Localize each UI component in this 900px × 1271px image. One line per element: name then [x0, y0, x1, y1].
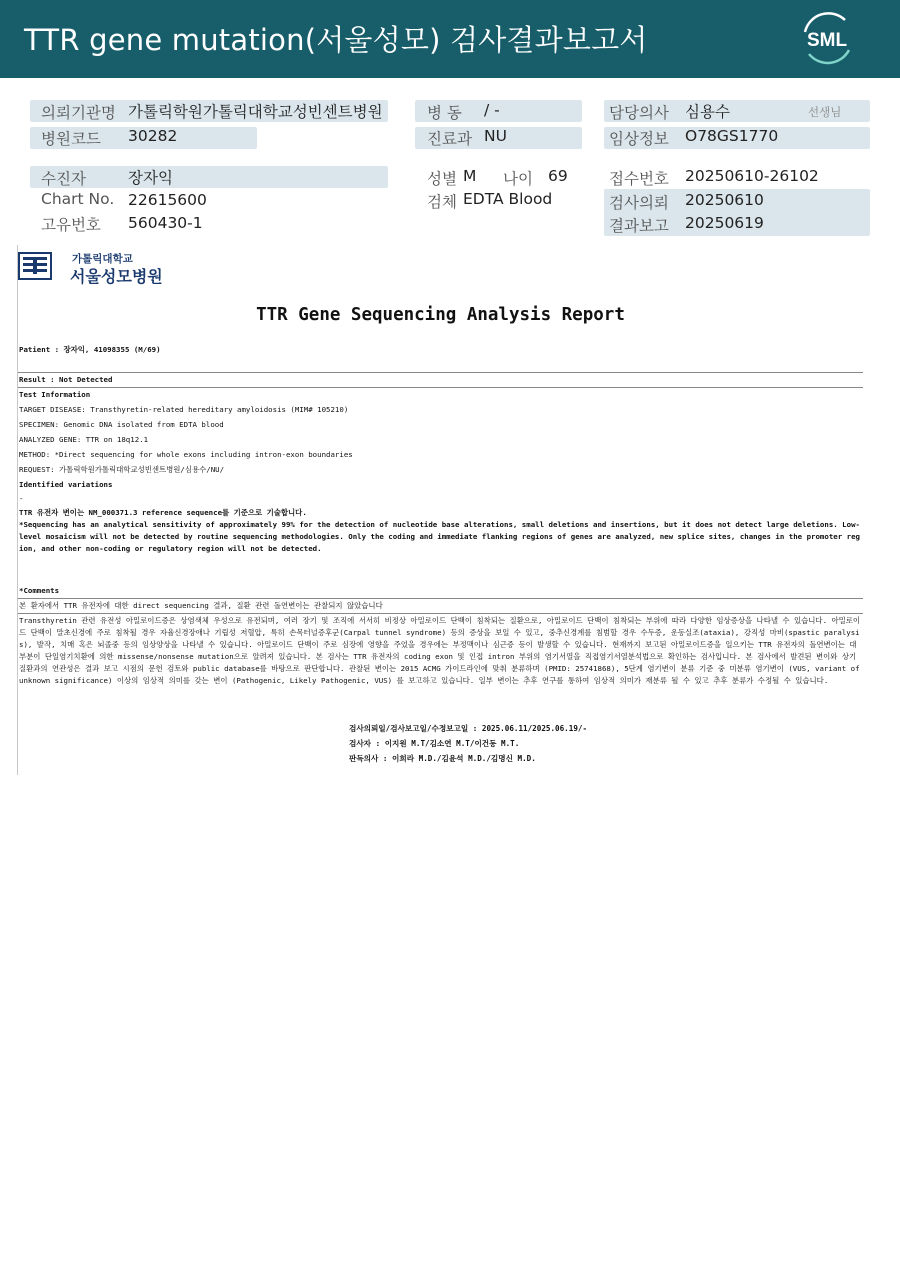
test-info-heading: Test Information — [19, 390, 91, 399]
age-label: 나이 — [503, 170, 533, 188]
identified-heading: Identified variations — [19, 480, 113, 489]
report-value: 20250619 — [685, 214, 764, 232]
age-value: 69 — [548, 167, 568, 185]
divider — [18, 372, 863, 373]
page-title: TTR gene mutation(서울성모) 검사결과보고서 — [24, 23, 648, 57]
sign-dates: 검사의뢰일/검사보고일/수정보고일 : 2025.06.11/2025.06.19/- — [349, 724, 588, 733]
doctor-suffix: 선생님 — [808, 105, 842, 119]
hospital-university: 가톨릭대학교 — [72, 253, 133, 265]
doctor-label: 담당의사 — [609, 104, 669, 122]
report-document — [17, 245, 862, 775]
receipt-label: 접수번호 — [609, 170, 669, 188]
specimen-line: SPECIMEN: Genomic DNA isolated from EDTA blood — [19, 420, 224, 429]
patient-label: 수진자 — [41, 170, 86, 188]
reference-note: TTR 유전자 변이는 NM_000371.3 reference sequence를 기준으로 기술합니다. — [19, 508, 307, 517]
hospital-name: 서울성모병원 — [70, 267, 163, 286]
unique-value: 560430-1 — [128, 214, 203, 232]
identified-value: - — [19, 494, 24, 503]
sign-doctors: 판독의사 : 이희라 M.D./김윤석 M.D./김명신 M.D. — [349, 754, 536, 763]
sex-value: M — [463, 167, 477, 185]
comment-body: Transthyretin 관련 유전성 아밀로이드증은 상염색체 우성으로 유전되며, 여러 장기 및 조직에 서서히 비정상 아밀로이드 단백이 침착되는 질환으로, 아밀로이드 단백이 침착되는 부위에 따라 다양한 임상증상을 나타낼 수 있습니다. 아밀로이드 단백이 말초신경에 주로 침착될 경우 자율신경장애나 기립성 저혈압, 특히 손목터널증후군(Carpal tunnel syndrome) 등의 증상을 보일 수 있고, 중추신경계를 침범할 경우 수두증, 운동실조(ataxia), 강직성 마비(spastic paralysis), 발작, 치매 혹은 뇌졸중 등의 임상양상을 나타낼 수 있습니다. 아밀로이드 단백이 주로 심장에 영향을 주었을 경우에는 부정맥이나 심근증 등이 발생할 수 있습니다. 현재까지 보고된 아밀로이드증을 일으키는 TTR 유전자의 돌연변이는 대부분이 단일염기치환에 의한 missense/nonsense mutation으로 알려져 있습니다. 본 검사는 TTR 유전자의 coding exon 및 인접 intron 부위의 염기서열을 직접염기서열분석법으로 확인하는 검사입니다. 본 검사에서 발견된 변이와 상기 질환과의 연관성은 결과 보고 시점의 문헌 검토와 public database를 바탕으로 판단합니다. 관찰된 변이는 2015 ACMG 가이드라인에 맞춰 분류하며 (PMID: 25741868), 5단계 염기변이 분류 기준 중 미분류 염기변이 (VUS, variant of unknown significance) 이상의 임상적 의미를 갖는 변이 (Pathogenic, Likely Pathogenic, VUS) 를 보고하고 있습니다. 일부 변이는 추후 연구를 통하여 임상적 의미가 재분류 될 수 있고 추후 분류가 수정될 수 있습니다. — [19, 616, 861, 685]
divider — [18, 613, 863, 614]
specimen-value: EDTA Blood — [463, 190, 553, 208]
divider — [18, 598, 863, 599]
page-header — [0, 0, 900, 78]
report-title: TTR Gene Sequencing Analysis Report — [256, 305, 625, 325]
patient-line: Patient : 장자익, 41098355 (M/69) — [19, 345, 161, 354]
comments-heading: *Comments — [19, 586, 60, 595]
unique-label: 고유번호 — [41, 216, 101, 234]
request-value: 20250610 — [685, 191, 764, 209]
logo-text: SML — [806, 30, 848, 51]
analyzed-gene: ANALYZED GENE: TTR on 18q12.1 — [19, 435, 149, 444]
clinical-label: 임상정보 — [609, 130, 669, 148]
sensitivity-note: *Sequencing has an analytical sensitivity of approximately 99% for the detection of nucleotide base alterations, small deletions and insertions, but it does not detect large deletions. Low-level mosaicism will not be detected by routine sequencing methodologies. Only the coding and immediate flanking regions of genes are analyzed, new splice sites, changes in the promoter region, and other non-coding or regulatory region will not be detected. — [19, 520, 860, 553]
institution-label: 의뢰기관명 — [41, 104, 116, 122]
doctor-value: 심용수 — [685, 103, 730, 121]
dept-label: 진료과 — [427, 130, 472, 148]
institution-value: 가톨릭학원가톨릭대학교성빈센트병원 — [128, 103, 383, 121]
report-label: 결과보고 — [609, 217, 669, 235]
clinical-value: O78GS1770 — [685, 127, 779, 145]
target-disease: TARGET DISEASE: Transthyretin-related hereditary amyloidosis (MIM# 105210) — [19, 405, 349, 414]
sml-logo — [797, 10, 857, 68]
comment-summary: 본 환자에서 TTR 유전자에 대한 direct sequencing 결과, 질환 관련 돌연변이는 관찰되지 않았습니다 — [19, 601, 383, 610]
dept-value: NU — [484, 127, 507, 145]
chart-label: Chart No. — [41, 190, 115, 208]
hospital-code-label: 병원코드 — [41, 130, 101, 148]
chart-value: 22615600 — [128, 191, 207, 209]
patient-value: 장자익 — [128, 169, 173, 187]
ward-value: / - — [484, 101, 500, 119]
ward-label: 병 동 — [427, 104, 462, 122]
request-label: 검사의뢰 — [609, 194, 669, 212]
specimen-label: 검체 — [427, 193, 457, 211]
divider — [18, 387, 863, 388]
hospital-emblem-icon — [18, 251, 52, 281]
receipt-value: 20250610-26102 — [685, 167, 819, 185]
method-line: METHOD: *Direct sequencing for whole exons including intron-exon boundaries — [19, 450, 353, 459]
request-line: REQUEST: 가톨릭학원가톨릭대학교성빈센트병원/심용수/NU/ — [19, 465, 225, 474]
sign-testers: 검사자 : 이지원 M.T/김소연 M.T/이건동 M.T. — [349, 739, 520, 748]
sex-label: 성별 — [427, 170, 457, 188]
result-line: Result : Not Detected — [19, 375, 113, 384]
hospital-code-value: 30282 — [128, 127, 178, 145]
